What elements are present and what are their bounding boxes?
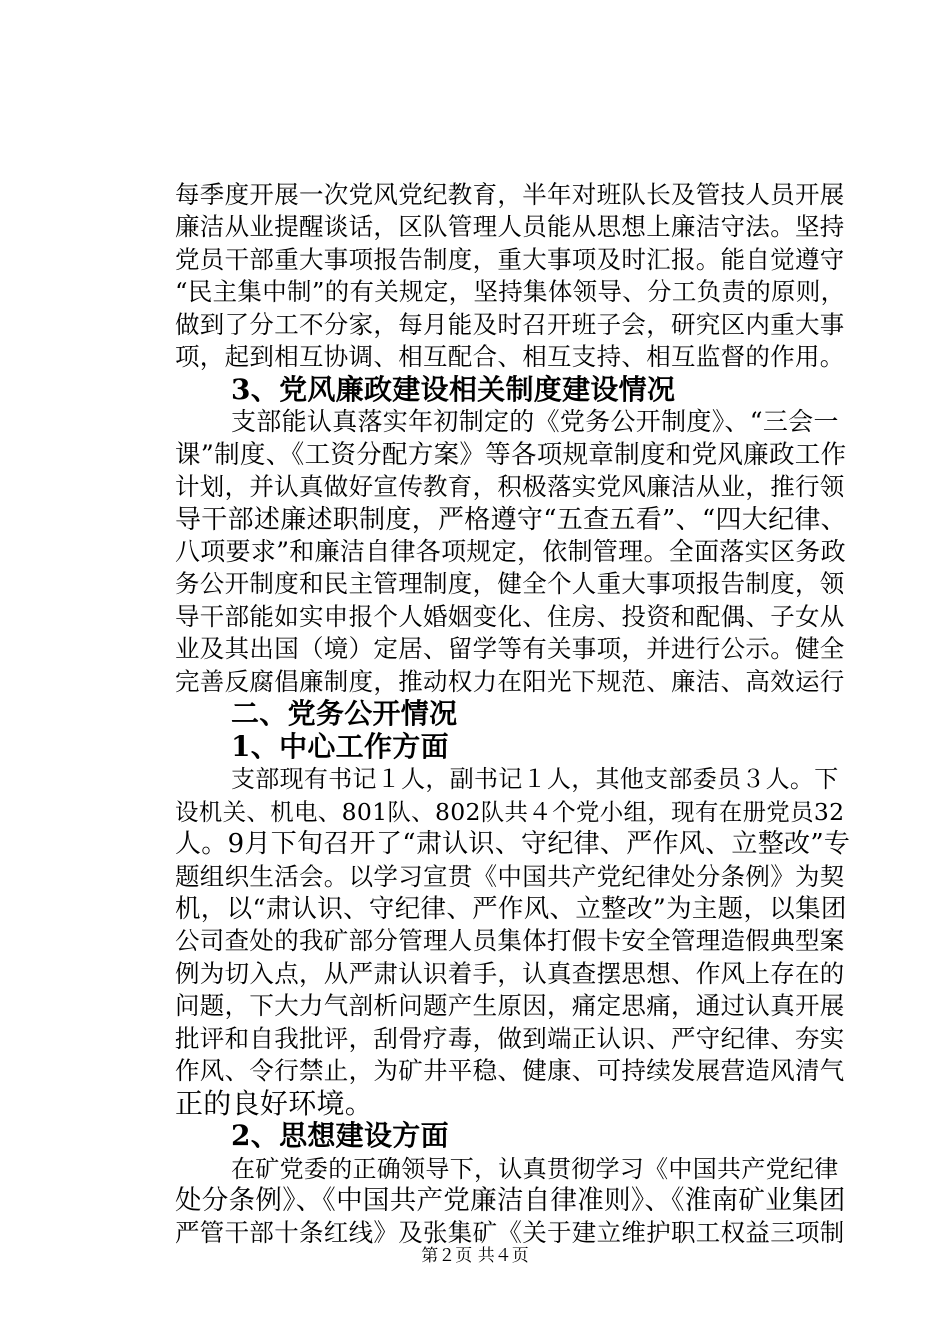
- text-line: 处分条例》、《中国共产党廉洁自律准则》、《淮南矿业集团: [175, 1185, 846, 1216]
- text-line: 务公开制度和民主管理制度，健全个人重大事项报告制度，领: [175, 569, 845, 599]
- text-line: 正的良好环境。: [175, 1086, 374, 1120]
- text-line: 每季度开展一次党风党纪教育，半年对班队长及管技人员开展: [175, 180, 845, 209]
- text-line: 课”制度、《工资分配方案》等各项规章制度和党风廉政工作: [175, 439, 847, 470]
- text-line: 完善反腐倡廉制度，推动权力在阳光下规范、廉洁、高效运行: [175, 666, 845, 696]
- text-line: 导干部能如实申报个人婚姻变化、住房、投资和配偶、子女从: [175, 601, 845, 631]
- text-line: 例为切入点，从严肃认识着手，认真查摆思想、作风上存在的: [175, 958, 845, 988]
- text-line: 在矿党委的正确领导下，认真贯彻学习《中国共产党纪律: [231, 1154, 839, 1183]
- text-line: 计划，并认真做好宣传教育，积极落实党风廉洁从业，推行领: [175, 472, 845, 502]
- text-line: 批评和自我批评，刮骨疗毒，做到端正认识、严守纪律、夯实: [175, 1023, 845, 1053]
- section-heading: 3、党风廉政建设相关制度建设情况: [231, 372, 676, 406]
- text-line: 支部现有书记１人，副书记１人，其他支部委员３人。下: [231, 765, 839, 794]
- text-line: 八项要求”和廉洁自律各项规定，依制管理。全面落实区务政: [175, 537, 846, 566]
- text-line: “民主集中制”的有关规定，坚持集体领导、分工负责的原则，: [175, 277, 846, 307]
- text-line: 导干部述廉述职制度，严格遵守“五查五看”、“四大纪律、: [175, 504, 847, 535]
- text-line: 作风、令行禁止，为矿井平稳、健康、可持续发展营造风清气: [175, 1056, 845, 1086]
- text-line: 做到了分工不分家，每月能及时召开班子会，研究区内重大事: [175, 309, 845, 339]
- text-line: 设机关、机电、801队、802队共４个党小组，现有在册党员32: [175, 797, 845, 826]
- section-heading: 二、党务公开情况: [231, 697, 458, 731]
- text-line: 项，起到相互协调、相互配合、相互支持、相互监督的作用。: [175, 342, 845, 372]
- section-heading: 2、思想建设方面: [231, 1119, 449, 1153]
- text-line: 廉洁从业提醒谈话，区队管理人员能从思想上廉洁守法。坚持: [175, 212, 845, 242]
- text-line: 题组织生活会。以学习宣贯《中国共产党纪律处分条例》为契: [175, 861, 845, 891]
- text-line: 业及其出国（境）定居、留学等有关事项，并进行公示。健全: [175, 634, 845, 664]
- text-line: 党员干部重大事项报告制度，重大事项及时汇报。能自觉遵守: [175, 244, 845, 274]
- page-number-footer: 第２页 共４页: [421, 1246, 529, 1266]
- text-line: 严管干部十条红线》及张集矿《关于建立维护职工权益三项制: [175, 1218, 845, 1248]
- section-heading: 1、中心工作方面: [231, 729, 449, 763]
- text-line: 人。9月下旬召开了“肃认识、守纪律、严作风、立整改”专: [175, 829, 851, 859]
- text-line: 公司查处的我矿部分管理人员集体打假卡安全管理造假典型案: [175, 926, 845, 956]
- text-line: 机，以“肃认识、守纪律、严作风、立整改”为主题，以集团: [175, 893, 847, 924]
- text-line: 问题，下大力气剖析问题产生原因，痛定思痛，通过认真开展: [175, 991, 845, 1021]
- text-line: 支部能认真落实年初制定的《党务公开制度》、“三会一: [231, 407, 839, 437]
